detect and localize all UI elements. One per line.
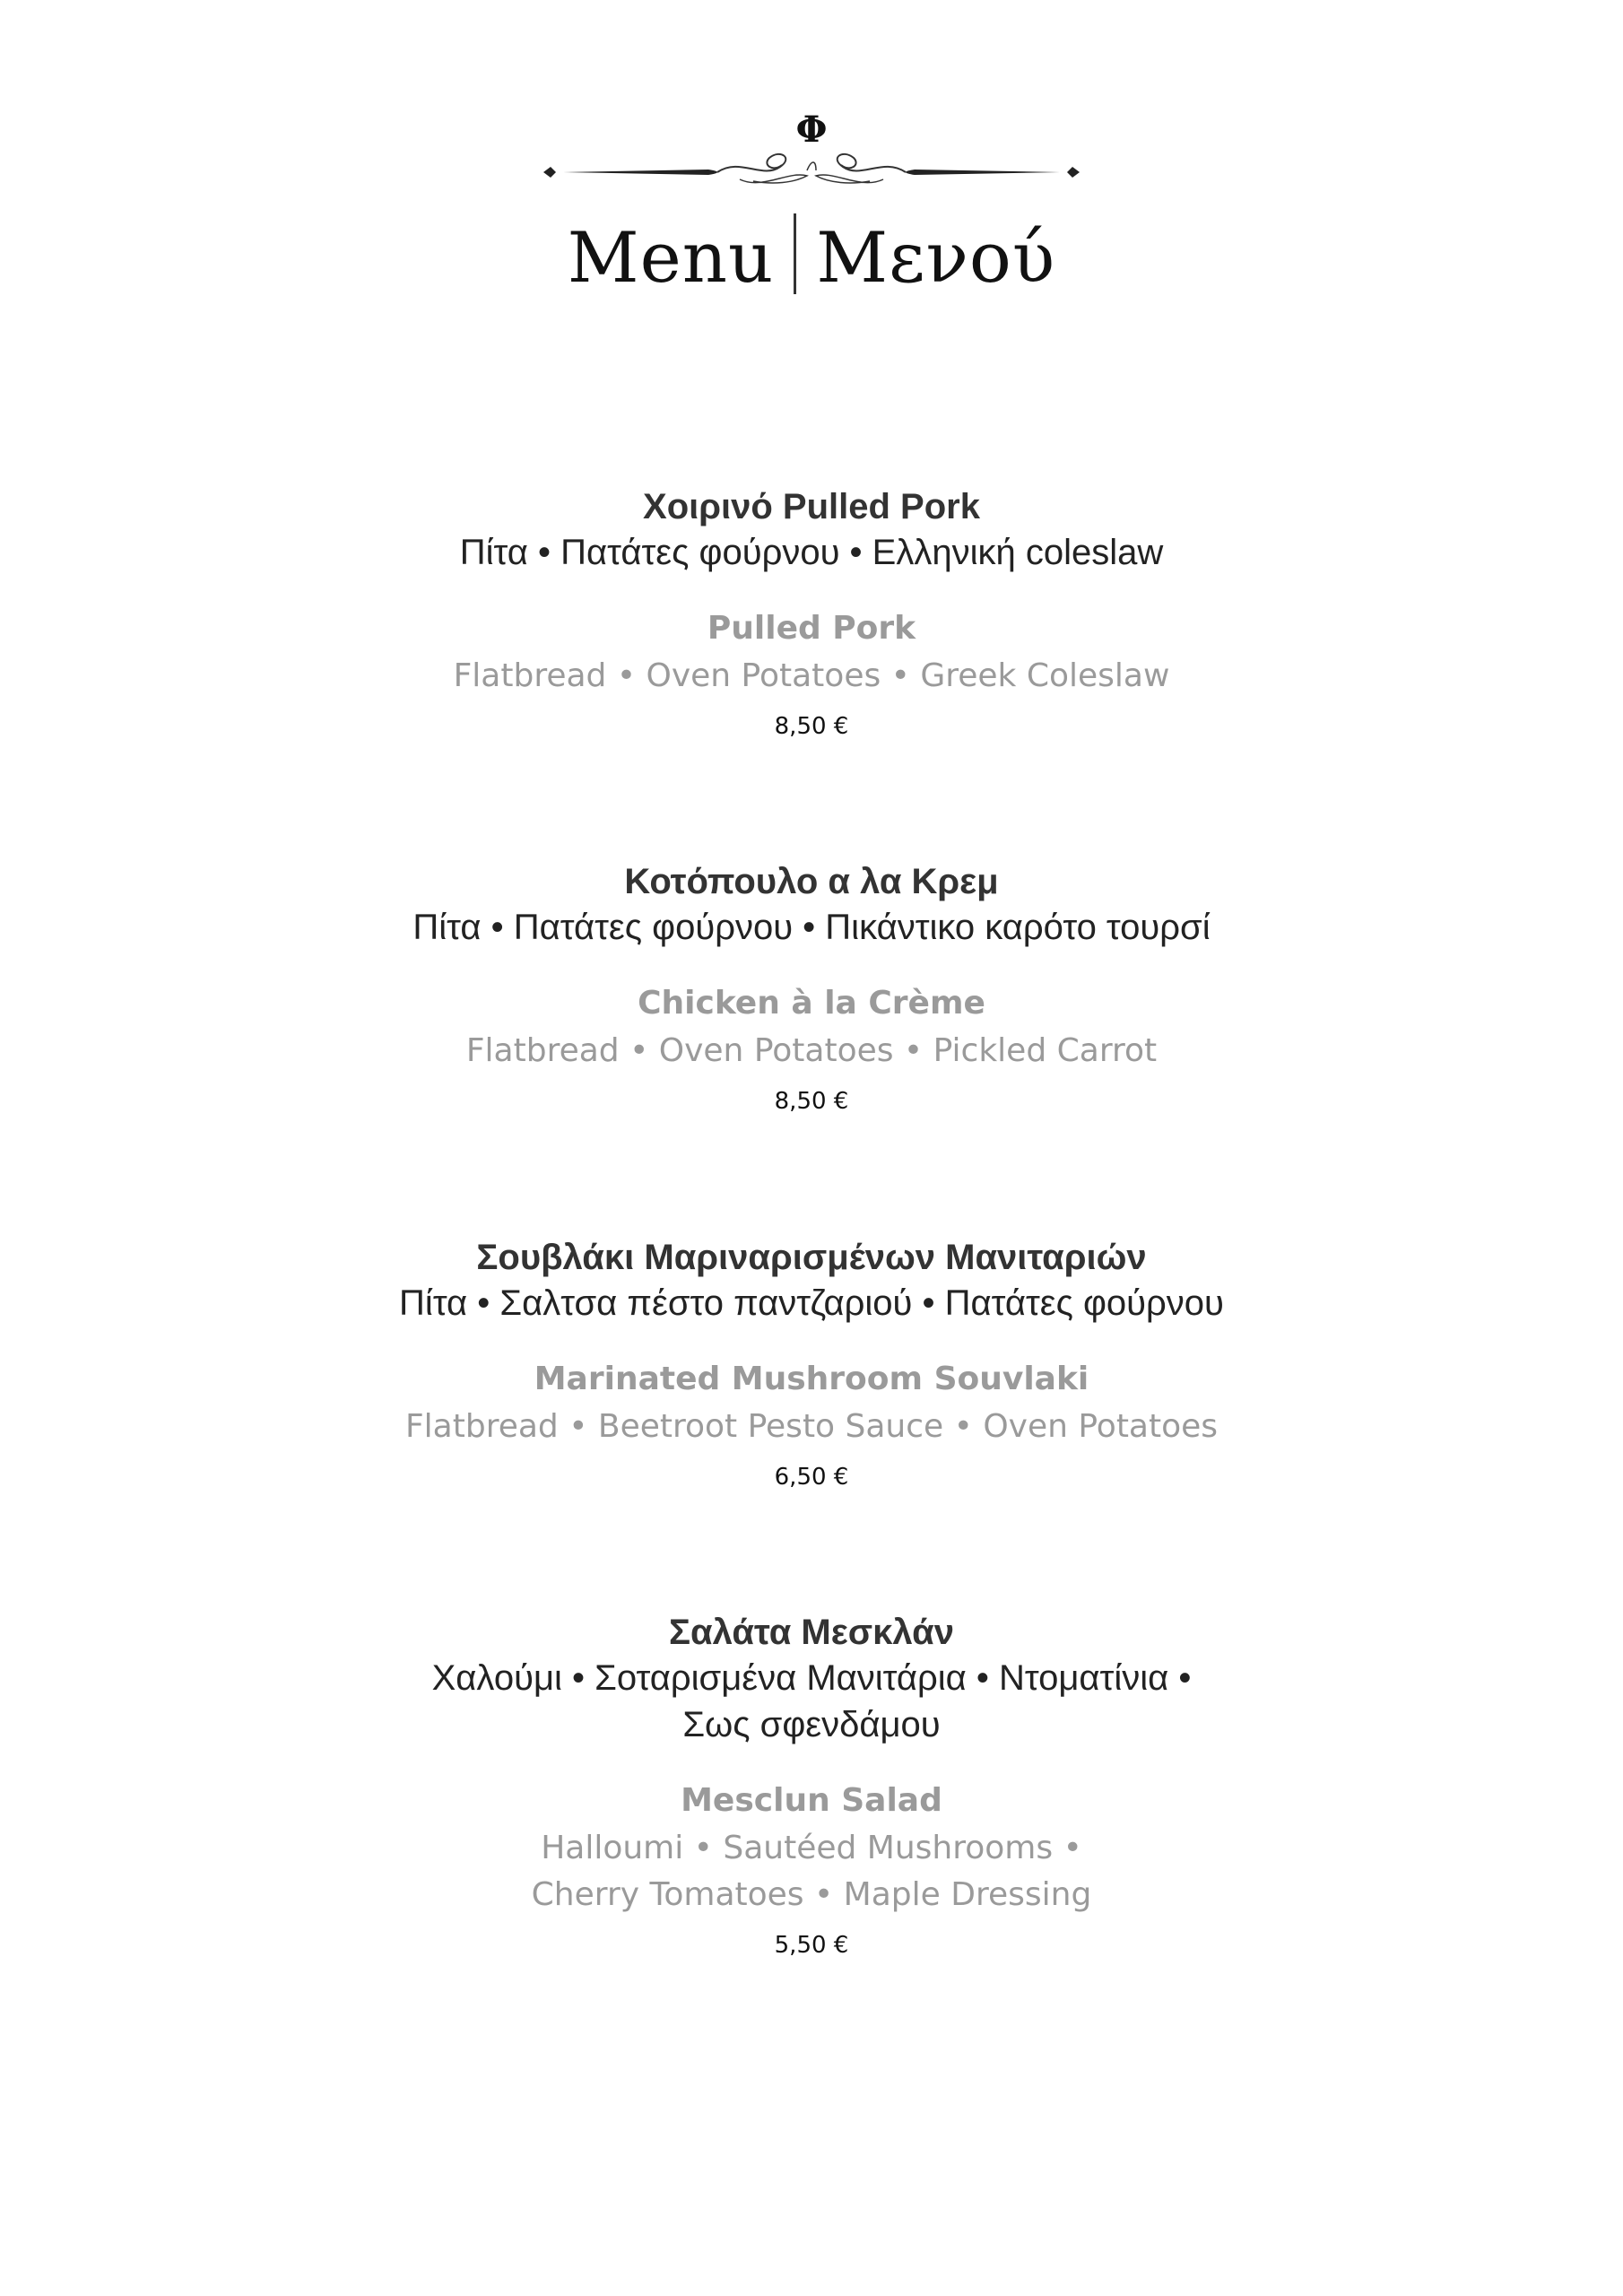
item-greek-name: Κοτόπουλο α λα Κρεμ [624,862,999,901]
item-greek-description-line-1: Χαλούμι • Σοταρισμένα Μανιτάρια • Ντοματίνια • [431,1658,1192,1698]
item-greek-name: Σουβλάκι Μαριναρισμένων Μανιταριών [476,1238,1147,1277]
title-separator [794,213,796,294]
item-english-description: Flatbread • Beetroot Pesto Sauce • Oven Potatoes [404,1408,1219,1445]
item-greek-name: Χοιρινό Pulled Pork [643,487,980,526]
item-greek-name: Σαλάτα Μεσκλάν [669,1613,954,1652]
title-english: Menu [567,218,775,299]
item-english-name: Mesclun Salad [681,1782,942,1819]
item-greek-description-line-2: Σως σφενδάμου [682,1705,941,1744]
item-greek-description: Πίτα • Πατάτες φούρνου • Πικάντικο καρότο τουρσί [412,908,1211,947]
item-english-name: Marinated Mushroom Souvlaki [534,1361,1089,1397]
menu-item-mesclun-salad [0,1610,1623,1961]
item-price: 6,50 € [774,1464,849,1491]
item-english-description-line-2: Cherry Tomatoes • Maple Dressing [531,1876,1092,1913]
item-english-description-line-1: Halloumi • Sautéed Mushrooms • [541,1830,1082,1866]
menu-item-chicken-creme [0,859,1623,1118]
item-price: 8,50 € [774,713,849,740]
item-price: 8,50 € [774,1088,849,1115]
menu-item-mushroom-souvlaki [0,1235,1623,1493]
item-english-description: Flatbread • Oven Potatoes • Pickled Carrot [465,1032,1158,1069]
emblem: Φ [795,109,828,151]
item-english-name: Chicken à la Crème [638,985,985,1022]
page-title [0,213,1623,303]
item-price: 5,50 € [774,1932,849,1959]
item-greek-description: Πίτα • Σαλτσα πέστο παντζαριού • Πατάτες φούρνου [399,1283,1224,1323]
item-english-name: Pulled Pork [707,610,916,647]
title-greek: Μενού [816,218,1056,299]
item-greek-description: Πίτα • Πατάτες φούρνου • Ελληνική coleslaw [459,533,1164,572]
item-english-description: Flatbread • Oven Potatoes • Greek Coleslaw [453,657,1170,694]
menu-item-pulled-pork [0,484,1623,743]
